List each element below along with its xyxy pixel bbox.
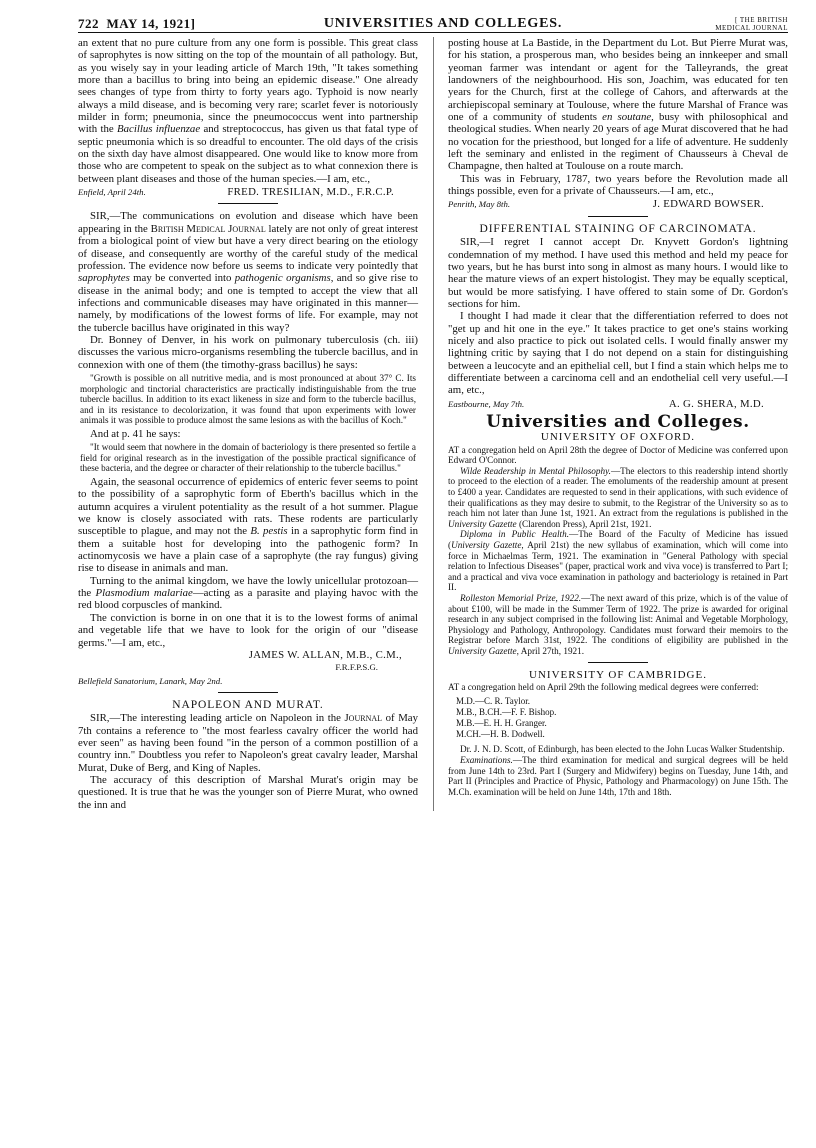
divider	[218, 203, 278, 204]
article-heading: NAPOLEON AND MURAT.	[172, 698, 324, 711]
column-rule	[433, 37, 434, 811]
section-title: Universities and Colleges.	[486, 411, 750, 432]
university-heading: UNIVERSITY OF OXFORD.	[540, 431, 696, 444]
page-number-date	[78, 16, 228, 32]
signature: Enfield, April 24th. FRED. TRESILIAN, M.D., F.R.C.P.	[78, 186, 394, 199]
letter-paragraph: The conviction is borne in on one that it is to the lowest forms of animal and vegetable life that we have to look for the origin of our "disease germs."—I am, etc.,	[78, 611, 418, 649]
right-column	[448, 37, 788, 811]
letter-paragraph: SIR,—The communications on evolution and disease which have been appearing in the British Medical Journal lately are not only of great interest from a biological point of view but have a very direct bearing on the etiology of disease, and consequently are worthy of the careful study of the medical profession. The evidence now before us seems to indicate very pointedly that saprophytes may be converted into pathogenic organisms, and so give rise to disease in the animal body; and one is tempted to accept the view that all infections and communicable diseases may have originated in this manner—namely, by modifications of the lowest forms of life. For example, may not the tubercle bacillus have originated in this way?	[78, 210, 418, 334]
signature-place: Bellefield Sanatorium, Lanark, May 2nd.	[78, 675, 223, 686]
signature: Penrith, May 8th. J. EDWARD BOWSER.	[448, 198, 764, 211]
letter-paragraph: Turning to the animal kingdom, we have the lowly unicellular protozoan—the Plasmodium malariae—acting as a parasite and playing havoc with the red blood corpuscles of mankind.	[78, 574, 419, 612]
signature: Eastbourne, May 7th. A. G. SHERA, M.D.	[448, 397, 764, 410]
cambridge-notices: AT a congregation held on April 29th the following medical degrees were conferred: M.D.—C. R. Taylor. M.B., B.CH.—F. F. Bishop. M.B.—E. H. H. Granger. M.CH.—H. B. Dodwell. Dr. J. N. D. Scott, of Edinburgh, has been elected to the John Lucas Walker Studentship. Examinations.—The third examination for medical and surgical degrees will be held from June 14th to 23rd. Part I (Surgery and Midwifery) begins on Tuesday, June 14th, and Part II (Principles and Practice of Physic, Pathology and Pharmacology) on June 15th. The M.Ch. examination will be held on June 14th, 17th and 18th.	[448, 681, 788, 797]
divider	[218, 692, 278, 693]
letter-paragraph: posting house at La Bastide, in the Department du Lot. But Pierre Murat was, for his station, a prosperous man, who besides being an innkeeper and small yeoman farmer was intendant or agent for the Talleyrands, the great landowners of the neighbourhood. His son, Joachim, was educated for ten years for the Church, first at the college of Cahors, and afterwards at the archiepiscopal seminary at Toulouse, where the future Marshal of France was one of a community of students en soutane, busy with philosophical and theological studies. When nearly 20 years of age Murat discovered that he had no vocation for the priesthood, but longed for a life of adventure. He suddenly left the seminary and enlisted in the regiment of Chausseurs à Cheval de Champagne, then halted at Toulouse on a route march.	[448, 37, 788, 173]
letter-paragraph: SIR,—I regret I cannot accept Dr. Knyvett Gordon's lightning condemnation of my method. I have used this method and held my peace for two years, but he has burst into song in almost as many hours. I would like to hear the mature views of an expert histologist. They may be equally sceptical, but would be more satisfying. I have offered to stain some of Dr. Gordon's sections for him.	[448, 236, 788, 310]
letter-paragraph: Again, the seasonal occurrence of epidemics of enteric fever seems to point to the possibility of a saprophytic form of Eberth's bacillus which in the autumn acquires a virulent potentiality as the result of a hot summer. Plague we know is closely associated with rats. These rodents are particularly susceptible to plague, and may not the B. pestis in a saprophytic form find in them a suitable host for developing into the pathogenic form? In actinomycosis we have a plain case of a saprophyte (the ray fungus) giving rise to disease in animals and man.	[78, 476, 418, 575]
degree-list	[456, 696, 788, 740]
letter-paragraph: I thought I had made it clear that the differentiation referred to does not "get up and hit one in the eye." It takes practice to get one's stains working nicely and also practice to pick out isolated cells. I would finally answer my lightning critic by saying that I do not depend on a stain for distinguishing between a leucocyte and an epithelial cell, but I find a stain which helps me to differentiate between a carcinoma cell and an endothelial cell very useful.—I am, etc.,	[448, 310, 788, 397]
university-heading: UNIVERSITY OF CAMBRIDGE.	[529, 668, 707, 681]
degree-item: M.B.—E. H. H. Granger.	[456, 718, 547, 729]
oxford-notices: AT a congregation held on April 28th the degree of Doctor of Medicine was conferred upon Edward O'Connor. Wilde Readership in Mental Philosophy.—The electors to this readership intend shortly to proceed to the election of a reader. The emoluments of the readership amount at present to £400 a year. Candidates are requested to send in their applications, with such evidence of their qualifications as they may desire to submit, to the Registrar of the University so as to reach him not later than June 1st, 1921. An extract from the regulations is published in the University Gazette (Clarendon Press), April 21st, 1921. Diploma in Public Health.—The Board of the Faculty of Medicine has issued (University Gazette, April 21st) the new syllabus of examination, which will come into force in Michaelmas Term, 1921. The examination in "General Pathology with special relation to Infectious Diseases" (paper, practical work and viva voce) is transferred to Part I; and a practical and viva voce examination in pathology and bacteriology is retained in Part II. Rolleston Memorial Prize, 1922.—The next award of this prize, which is of the value of about £100, will be made in the Summer Term of 1922. The prize is awarded for original research in any subject comprised in the following list: Animal and Vegetable Morphology, Physiology and Pathology, Anthropology. Candidates must forward their memoirs to the Registrar before March 31st, 1922. The conditions of eligibility are published in the University Gazette, April 27th, 1921.	[448, 444, 788, 656]
degree-item: M.B., B.CH.—F. F. Bishop.	[456, 707, 557, 718]
running-header	[78, 6, 788, 33]
page-number: 722	[78, 16, 99, 31]
journal-name: [ THE BRITISH MEDICAL JOURNAL	[715, 16, 788, 32]
running-title: UNIVERSITIES AND COLLEGES.	[323, 16, 563, 31]
letter-paragraph: Dr. Bonney of Denver, in his work on pulmonary tuberculosis (ch. iii) discusses the various micro-organisms resembling the tubercle bacillus, and in connexion with one of them (the timothy-grass bacillus) he says:	[78, 333, 418, 371]
left-column	[78, 37, 418, 811]
issue-date: MAY 14, 1921]	[106, 16, 196, 31]
letter-paragraph: SIR,—The interesting leading article on Napoleon in the Journal of May 7th contains a reference to "the most fearless cavalry officer the world had ever seen" as having been found "in the person of a common postillion of a country inn." Doubtless you refer to Napoleon's great cavalry leader, Marshal Murat, Duke of Berg, and King of Naples.	[78, 712, 418, 774]
signature: JAMES W. ALLAN, M.B., C.M.,	[248, 648, 402, 661]
block-quote: "It would seem that nowhere in the domain of bacteriology is there presented so fertile a field for original research as in the investigation of the possible practical significance of these bacteria, and the degree or character of their relationship to the tubercle bacillus."	[80, 442, 416, 474]
letter-paragraph: This was in February, 1787, two years before the Revolution made all things possible, even for a private of Chausseurs.—I am, etc.,	[448, 172, 788, 198]
degree-item: M.D.—C. R. Taylor.	[456, 696, 530, 707]
letter-paragraph: The accuracy of this description of Marshal Murat's origin may be questioned. It is true that he was the younger son of Pierre Murat, who owned the inn and	[78, 773, 418, 811]
block-quote: "Growth is possible on all nutritive media, and is most pronounced at about 37° C. Its morphologic and tinctorial characteristics are practically indistinguishable from the true tubercle bacillus. In addition to its exact likeness in size and form to the tubercle bacillus, and in its resistance to decolorization, it was found that upon experiments with lower animals it was possible to produce almost the same lesions as with the bacillus of Koch."	[80, 372, 416, 426]
degree-item: M.CH.—H. B. Dodwell.	[456, 729, 545, 740]
letter-paragraph: And at p. 41 he says:	[90, 427, 181, 440]
divider	[588, 662, 648, 663]
signature-qualifications: F.R.F.P.S.G.	[335, 662, 378, 673]
article-heading: DIFFERENTIAL STAINING OF CARCINOMATA.	[479, 222, 757, 235]
letter-paragraph: an extent that no pure culture from any one form is possible. This great class of saprophytes is now sitting on the top of the mountain of all pathology. But, as you wisely say in your leading article of March 19th, "It takes something more than a bacillus to bring into being an epidemic disease." One already sees changes of type from thirty to forty years ago. Typhoid is now nearly always a mild disease, and is becoming very rare; scarlet fever is notoriously milder in form; pneumonia, since the pneumococcus went into partnership with the Bacillus influenzae and streptococcus, has given us that fatal type of septic pneumonia which is so dreadful to encounter. The old days of the crisis on the sixth day have almost disappeared. One would like to know more from those who are competent to speak on the subject as to what connexion there is between plant diseases and those of the human species.—I am, etc.,	[78, 37, 418, 185]
divider	[588, 216, 648, 217]
